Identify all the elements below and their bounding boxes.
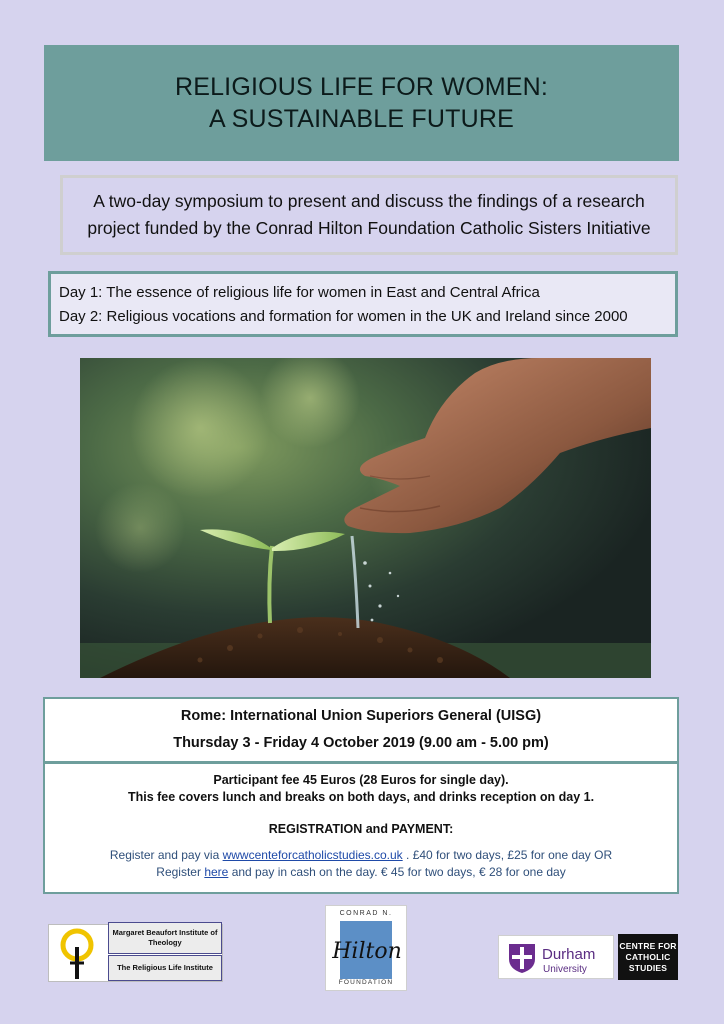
durham-university-logo: [498, 935, 614, 979]
title-line-1: RELIGIOUS LIFE FOR WOMEN:: [174, 73, 549, 101]
durham-name: Durham: [542, 946, 596, 963]
subtitle-box: [60, 175, 678, 255]
day-2-text: Day 2: Religious vocations and formation for women in the UK and Ireland since 2000: [59, 308, 628, 325]
durham-crest-icon: [505, 941, 539, 975]
venue-dates: Thursday 3 - Friday 4 October 2019 (9.00 am - 5.00 pm): [173, 735, 549, 751]
hilton-bottom-text: FOUNDATION: [338, 979, 394, 986]
registration-cash-line: [45, 864, 677, 881]
catholic-studies-logo: [618, 934, 678, 980]
venue-location: Rome: International Union Superiors General (UISG): [180, 708, 542, 724]
mbit-text-block: [108, 922, 222, 982]
registration-cash-prefix: Register: [156, 865, 205, 879]
registration-online-suffix: . £40 for two days, £25 for one day OR: [402, 848, 613, 862]
registration-box: [43, 762, 679, 894]
registration-online-line: [45, 847, 677, 864]
ccs-line-1: CENTRE FOR: [619, 940, 677, 951]
fee-line-1: Participant fee 45 Euros (28 Euros for single day).: [213, 773, 509, 787]
fee-line-2: This fee covers lunch and breaks on both days, and drinks reception on day 1.: [127, 790, 595, 804]
registration-cash-suffix: and pay in cash on the day. € 45 for two days, € 28 for one day: [228, 865, 566, 879]
hilton-script-text: Hilton: [332, 939, 402, 964]
title-banner: [44, 45, 679, 161]
hero-photo: [80, 358, 651, 678]
venue-box: [43, 697, 679, 763]
day-1-text: Day 1: The essence of religious life for women in East and Central Africa: [59, 284, 540, 301]
hilton-foundation-logo: [325, 905, 407, 991]
title-line-2: A SUSTAINABLE FUTURE: [209, 105, 514, 133]
seedling-watering-image: [80, 358, 651, 678]
registration-online-prefix: Register and pay via: [109, 848, 223, 862]
subtitle-line-1: A two-day symposium to present and discuss the findings of a research: [93, 191, 645, 211]
mbit-emblem-icon: [51, 925, 107, 981]
registration-website-link[interactable]: wwwcenteforcatholicstudies.co.uk: [222, 848, 403, 862]
mbit-name: Margaret Beaufort Institute of Theology: [108, 922, 222, 954]
hilton-top-text: CONRAD N.: [339, 910, 393, 917]
ccs-line-2: CATHOLIC: [625, 951, 671, 962]
days-box: [48, 271, 678, 337]
durham-sub: University: [543, 964, 587, 975]
ccs-line-3: STUDIES: [628, 962, 668, 973]
rli-name: The Religious Life Institute: [108, 955, 222, 981]
registration-heading: REGISTRATION and PAYMENT:: [268, 822, 454, 836]
subtitle-line-2: project funded by the Conrad Hilton Foundation Catholic Sisters Initiative: [87, 218, 651, 238]
register-here-link[interactable]: here: [204, 865, 229, 879]
